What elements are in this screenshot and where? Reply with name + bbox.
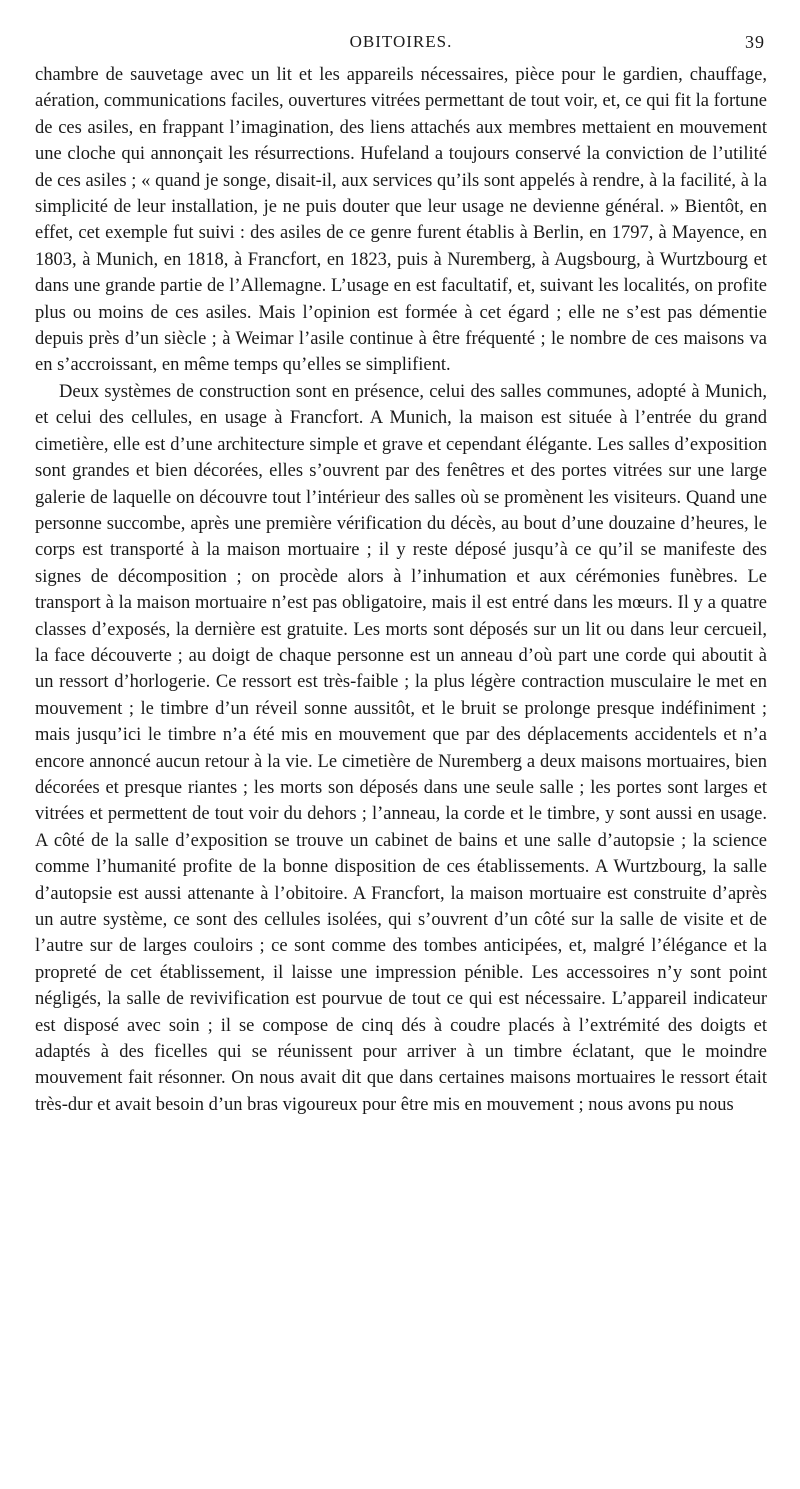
- paragraph-1: chambre de sauvetage avec un lit et les appareils nécessaires, pièce pour le gardien, chauffage, aération, communications faciles, ouvertures vitrées permettant de tout voir, et, ce qui fit la fortune de ces asiles, en frappant l’imagination, des liens attachés aux membres mettaient en mouvement une cloche qui annonçait les résurrections. Hufeland a toujours conservé la conviction de l’utilité de ces asiles ; « quand je songe, disait-il, aux services qu’ils sont appelés à rendre, à la facilité, à la simplicité de leur installation, je ne puis douter que leur usage ne devienne général. » Bientôt, en effet, cet exemple fut suivi : des asiles de ce genre furent établis à Berlin, en 1797, à Mayence, en 1803, à Munich, en 1818, à Francfort, en 1823, puis à Nuremberg, à Augsbourg, à Wurtzbourg et dans une grande partie de l’Allemagne. L’usage en est facultatif, et, suivant les localités, on profite plus ou moins de ces asiles. Mais l’opinion est formée à cet égard ; elle ne s’est pas démentie depuis près d’un siècle ; à Weimar l’asile continue à être fréquenté ; le nombre de ces maisons va en s’accroissant, en même temps qu’elles se simplifient.: [35, 65, 767, 376]
- paragraph-2: Deux systèmes de construction sont en présence, celui des salles communes, adopté à Munich, et celui des cellules, en usage à Francfort. A Munich, la maison est située à l’entrée du grand cimetière, elle est d’une architecture simple et grave et cependant élégante. Les salles d’exposition sont grandes et bien décorées, elles s’ouvrent par des fenêtres et des portes vitrées sur une large galerie de laquelle on découvre tout l’intérieur des salles où se promènent les visiteurs. Quand une personne succombe, après une première vérification du décès, au bout d’une douzaine d’heures, le corps est transporté à la maison mortuaire ; il y reste déposé jusqu’à ce qu’il se manifeste des signes de décomposition ; on procède alors à l’inhumation et aux cérémonies funèbres. Le transport à la maison mortuaire n’est pas obligatoire, mais il est entré dans les mœurs. Il y a quatre classes d’exposés, la dernière est gratuite. Les morts sont déposés sur un lit ou dans leur cercueil, la face découverte ; au doigt de chaque personne est un anneau d’où part une corde qui aboutit à un ressort d’horlogerie. Ce ressort est très-faible ; la plus légère contraction musculaire le met en mouvement ; le timbre d’un réveil sonne aussitôt, et le bruit se prolonge presque indéfiniment ; mais jusqu’ici le timbre n’a été mis en mouvement que par des déplacements accidentels et n’a encore annoncé aucun retour à la vie. Le cimetière de Nuremberg a deux maisons mortuaires, bien décorées et presque riantes ; les morts son déposés dans une seule salle ; les portes sont larges et vitrées et permettent de tout voir du dehors ; l’anneau, la corde et le timbre, y sont aussi en usage. A côté de la salle d’exposition se trouve un cabinet de bains et une salle d’autopsie ; la science comme l’humanité profite de la bonne disposition de ces établissements. A Wurtzbourg, la salle d’autopsie est aussi attenante à l’obitoire. A Francfort, la maison mortuaire est construite d’après un autre système, ce sont des cellules isolées, qui s’ouvrent d’un côté sur la salle de visite et de l’autre sur de larges couloirs ; ce sont comme des tombes anticipées, et, malgré l’élégance et la propreté de cet établissement, il laisse une impression pénible. Les accessoires n’y sont point négligés, la salle de revivification est pourvue de tout ce qui est nécessaire. L’appareil indicateur est disposé avec soin ; il se compose de cinq dés à coudre placés à l’extrémité des doigts et adaptés à des ficelles qui se réunissent pour arriver à un timbre éclatant, que le moindre mouvement fait résonner. On nous avait dit que dans certaines maisons mortuaires le ressort était très-dur et avait besoin d’un bras vigoureux pour être mis en mouvement ; nous avons pu nous: [35, 381, 767, 1115]
- running-header: [35, 26, 767, 62]
- running-title: OBITOIRES.: [349, 32, 453, 51]
- book-page: [35, 26, 767, 1118]
- page-number: 39: [745, 32, 765, 52]
- body-text: [35, 62, 767, 1118]
